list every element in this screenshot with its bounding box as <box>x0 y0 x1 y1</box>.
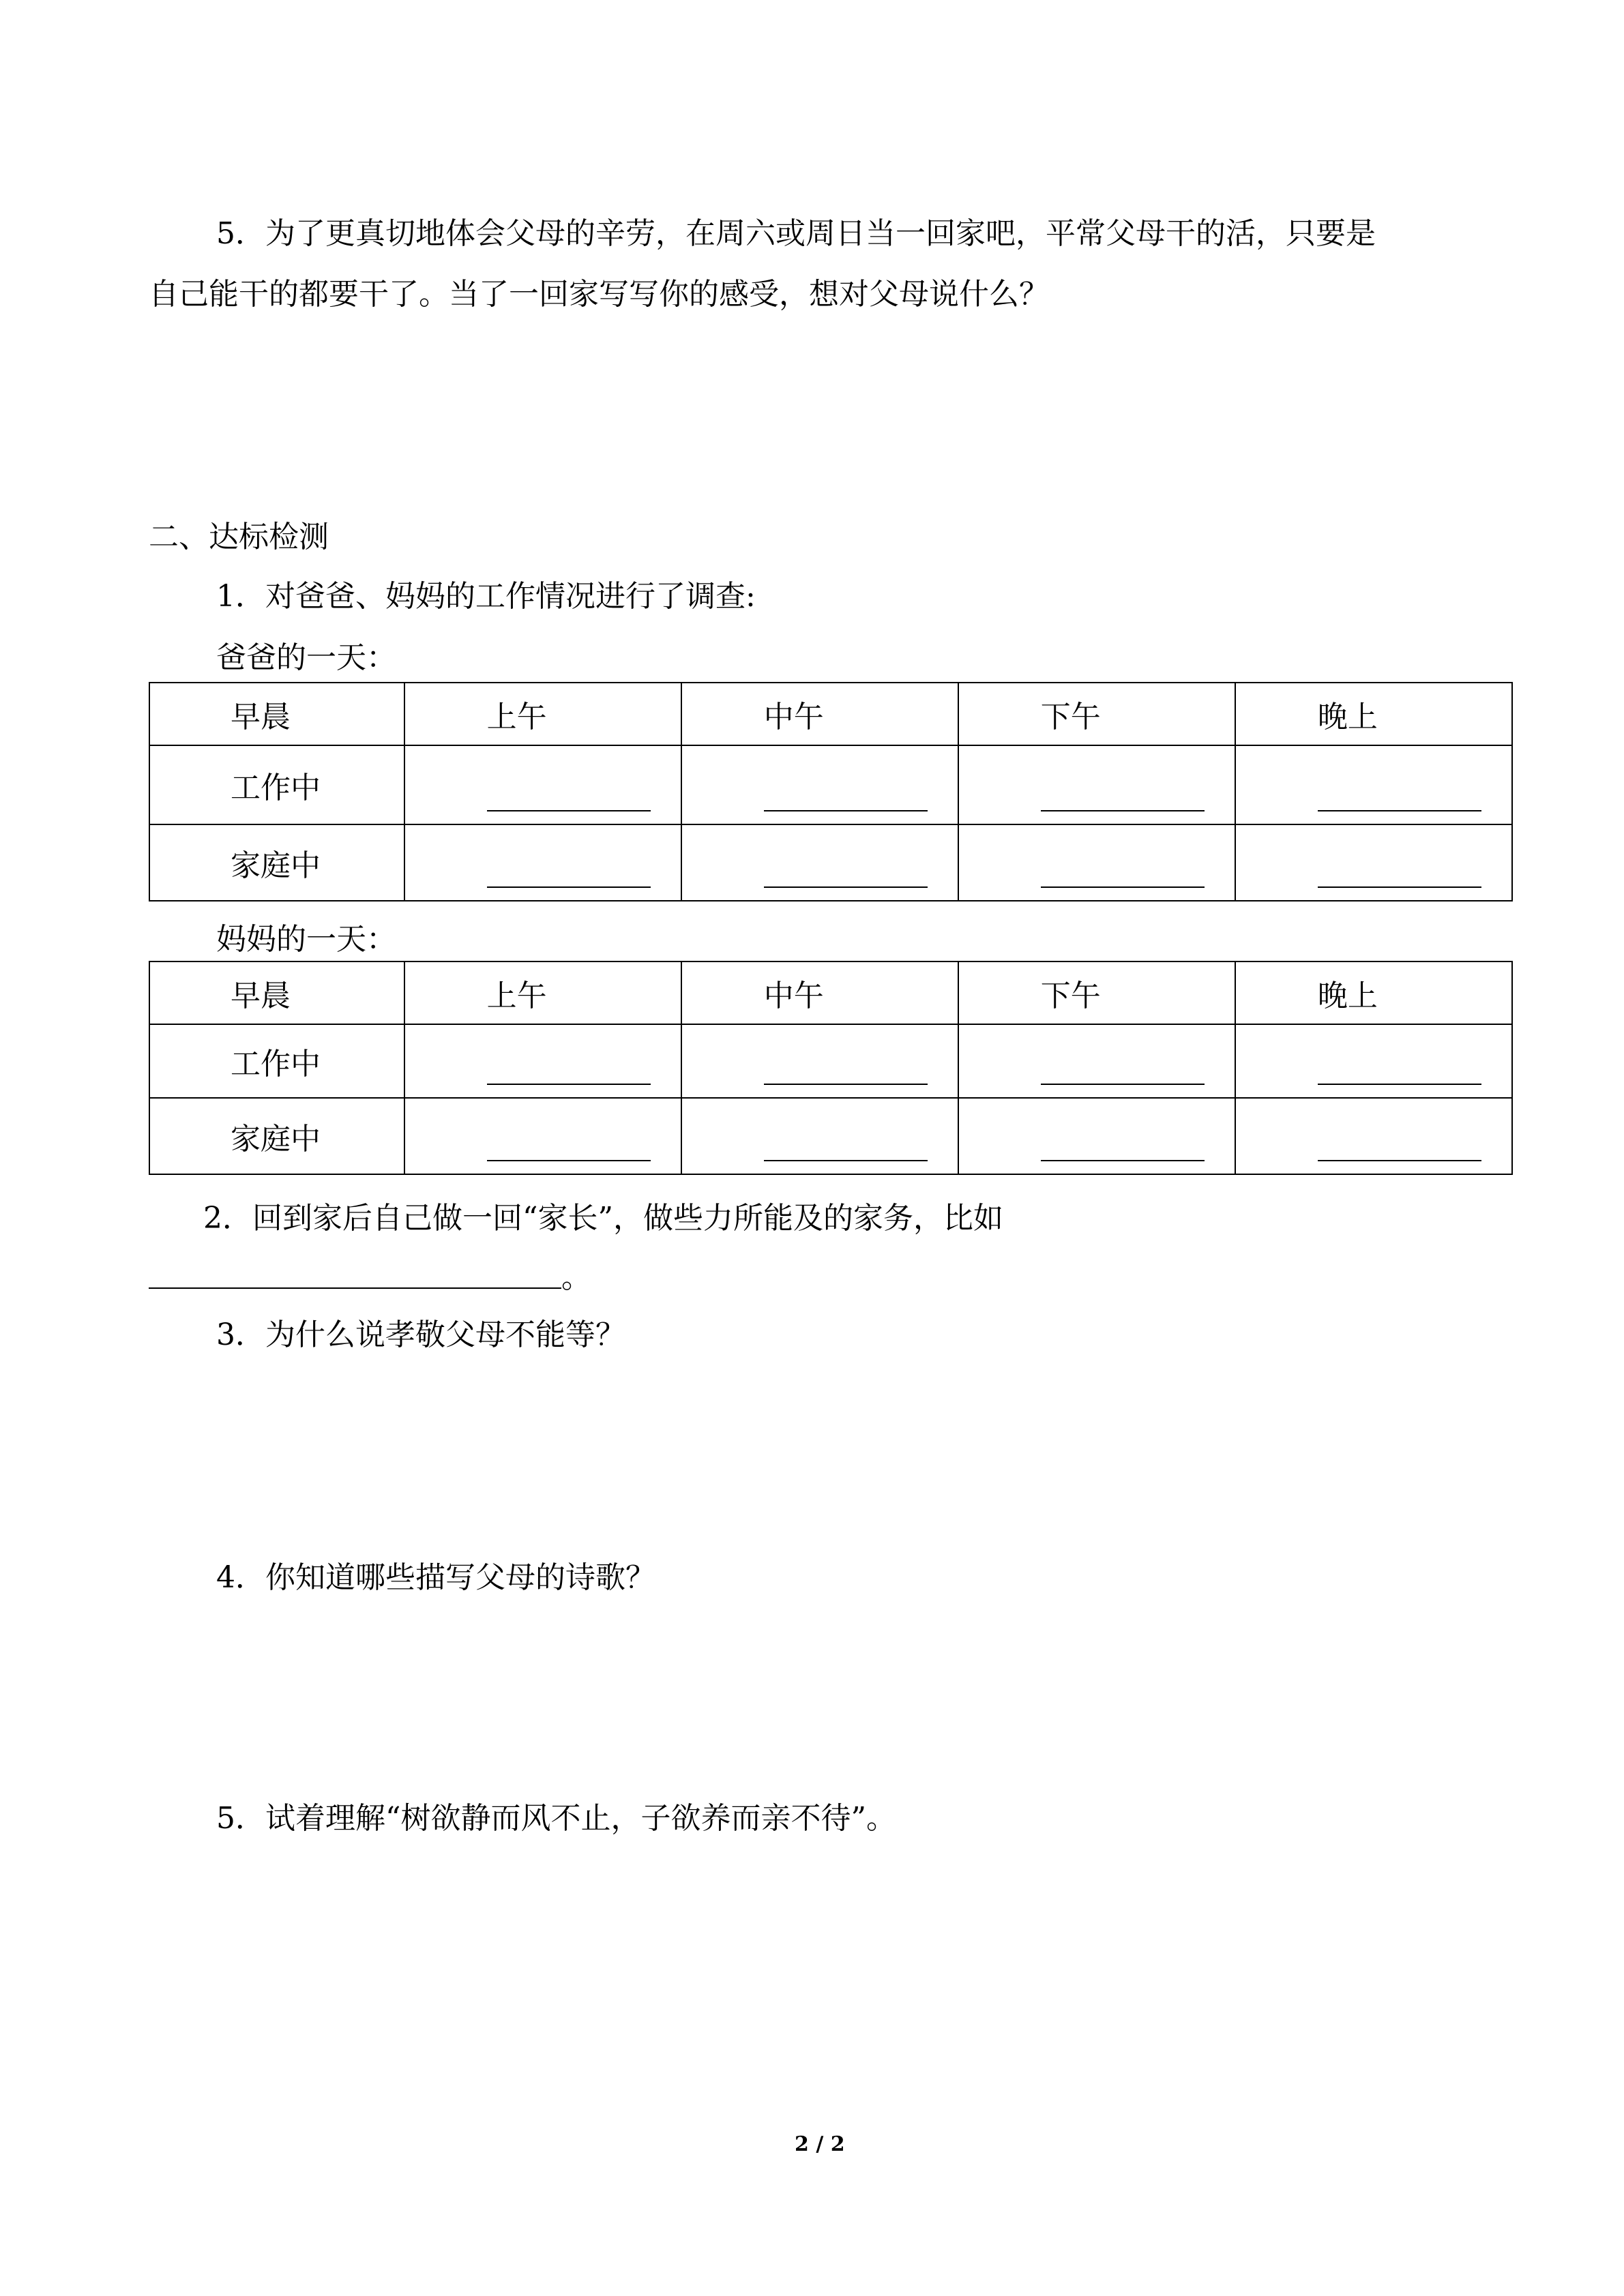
header-morning: 早晨 <box>231 700 291 734</box>
header-evening: 晚上 <box>1317 700 1378 734</box>
row-label-home: 家庭中 <box>231 1122 321 1157</box>
chores-question: 2．回到家后自己做一回“家长”，做些力所能及的家务，比如 <box>203 1201 1003 1236</box>
dad-day-table <box>149 682 1513 901</box>
answer-blank[interactable] <box>1318 886 1481 888</box>
answer-blank[interactable] <box>487 1160 651 1161</box>
chores-answer-blank[interactable] <box>149 1287 561 1289</box>
answer-blank[interactable] <box>1041 1160 1205 1161</box>
answer-blank[interactable] <box>764 810 928 811</box>
header-forenoon: 上午 <box>486 979 547 1013</box>
section-title: 二、达标检测 <box>149 520 329 554</box>
header-evening: 晚上 <box>1317 979 1378 1013</box>
header-afternoon: 下午 <box>1040 979 1101 1013</box>
chores-period: 。 <box>561 1260 591 1295</box>
header-noon: 中午 <box>763 700 824 734</box>
header-noon: 中午 <box>763 979 824 1013</box>
header-forenoon: 上午 <box>486 700 547 734</box>
header-afternoon: 下午 <box>1040 700 1101 734</box>
table-row <box>149 1098 1512 1174</box>
answer-blank[interactable] <box>1041 886 1205 888</box>
answer-blank[interactable] <box>487 810 651 811</box>
table-row <box>149 745 1512 824</box>
answer-blank[interactable] <box>1318 1160 1481 1161</box>
mom-day-table <box>149 961 1513 1175</box>
question-5-line-2: 自己能干的都要干了。当了一回家写写你的感受，想对父母说什么？ <box>149 277 1049 312</box>
filial-question: 3．为什么说孝敬父母不能等？ <box>216 1317 625 1352</box>
answer-blank[interactable] <box>764 1084 928 1085</box>
answer-blank[interactable] <box>1041 810 1205 811</box>
dad-table-caption: 爸爸的一天： <box>216 640 396 675</box>
table-row <box>149 824 1512 901</box>
table-row <box>149 1024 1512 1098</box>
row-label-work: 工作中 <box>231 771 321 805</box>
answer-blank[interactable] <box>764 1160 928 1161</box>
answer-blank[interactable] <box>487 886 651 888</box>
proverb-question: 5．试着理解“树欲静而风不止，子欲养而亲不待”。 <box>216 1801 896 1836</box>
header-morning: 早晨 <box>231 979 291 1013</box>
answer-blank[interactable] <box>487 1084 651 1085</box>
page-number: 2 / 2 <box>795 2132 845 2156</box>
survey-question: 1．对爸爸、妈妈的工作情况进行了调查: <box>216 579 756 614</box>
answer-blank[interactable] <box>1318 1084 1481 1085</box>
question-5-line-1: 5．为了更真切地体会父母的辛劳，在周六或周日当一回家吧，平常父母干的活，只要是 <box>216 216 1376 251</box>
mom-table-caption: 妈妈的一天： <box>216 922 396 957</box>
table-header-row <box>149 961 1512 1024</box>
row-label-home: 家庭中 <box>231 848 321 883</box>
row-label-work: 工作中 <box>231 1047 321 1082</box>
table-header-row <box>149 683 1512 745</box>
poems-question: 4．你知道哪些描写父母的诗歌？ <box>216 1560 655 1595</box>
answer-blank[interactable] <box>1041 1084 1205 1085</box>
answer-blank[interactable] <box>1318 810 1481 811</box>
answer-blank[interactable] <box>764 886 928 888</box>
